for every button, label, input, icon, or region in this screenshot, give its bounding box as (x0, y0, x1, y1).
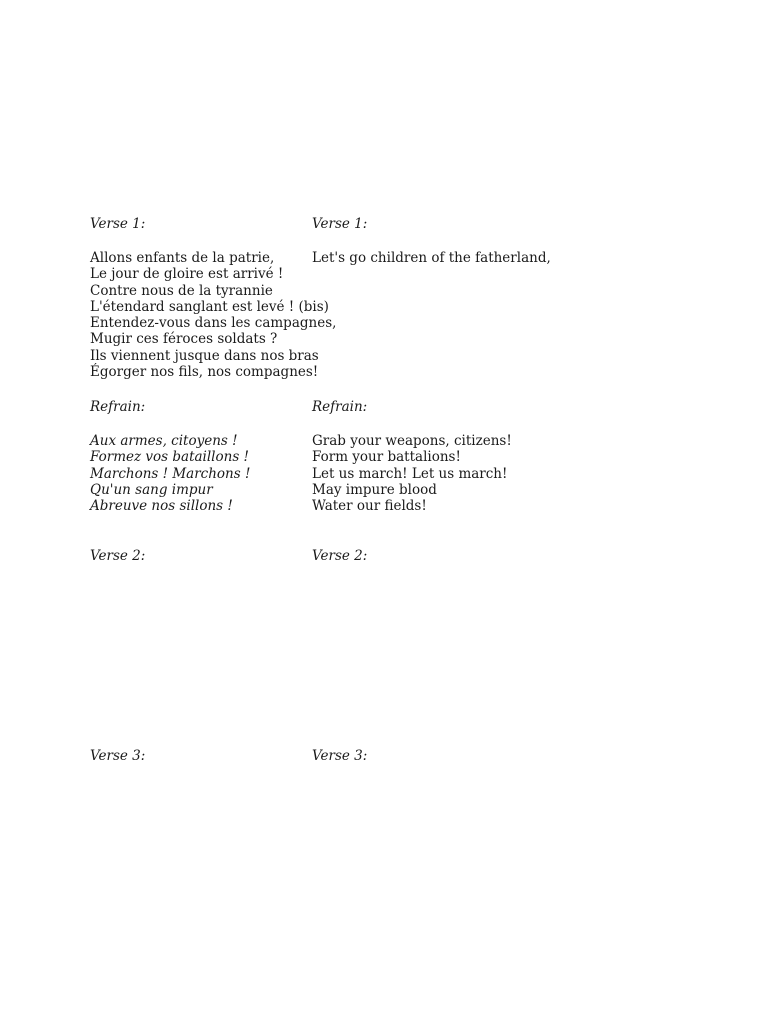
lyric-line-fr: L'étendard sanglant est levé ! (bis) (90, 298, 329, 315)
refrain-line-en: Form your battalions! (312, 449, 461, 466)
verse2-heading-fr: Verse 2: (90, 548, 146, 564)
refrain-heading-fr: Refrain: (90, 399, 146, 415)
lyric-line-fr: Contre nous de la tyrannie (90, 282, 273, 299)
lyric-line-fr: Égorger nos fils, nos compagnes! (90, 364, 319, 381)
verse1-lines-en (312, 250, 551, 266)
lyric-line-fr: Mugir ces féroces soldats ? (90, 331, 278, 348)
refrain-line-fr: Qu'un sang impur (90, 481, 213, 498)
refrain-line-fr: Marchons ! Marchons ! (90, 465, 251, 482)
lyric-line-fr: Entendez-vous dans les campagnes, (90, 315, 337, 332)
verse1-lines-fr (90, 250, 336, 380)
refrain-line-fr: Formez vos bataillons ! (90, 449, 249, 466)
lyric-line-fr: Ils viennent jusque dans nos bras (90, 347, 319, 364)
refrain-line-fr: Aux armes, citoyens ! (90, 433, 238, 449)
verse3-heading-en: Verse 3: (312, 748, 368, 764)
refrain-line-en: Grab your weapons, citizens! (312, 433, 512, 449)
verse1-heading-en: Verse 1: (312, 216, 368, 232)
refrain-line-en: Water our fields! (312, 498, 427, 515)
lyric-line-fr: Le jour de gloire est arrivé ! (90, 266, 284, 283)
refrain-lines-fr (90, 433, 250, 514)
refrain-lines-en (312, 433, 512, 514)
verse3-heading-fr: Verse 3: (90, 748, 146, 764)
verse1-heading-fr: Verse 1: (90, 216, 146, 232)
refrain-line-en: Let us march! Let us march! (312, 465, 508, 482)
refrain-heading-en: Refrain: (312, 399, 368, 415)
lyric-line-fr: Allons enfants de la patrie, (90, 250, 275, 266)
refrain-line-fr: Abreuve nos sillons ! (90, 498, 233, 515)
verse2-heading-en: Verse 2: (312, 548, 368, 564)
refrain-line-en: May impure blood (312, 481, 437, 498)
lyric-line-en: Let's go children of the fatherland, (312, 250, 551, 266)
